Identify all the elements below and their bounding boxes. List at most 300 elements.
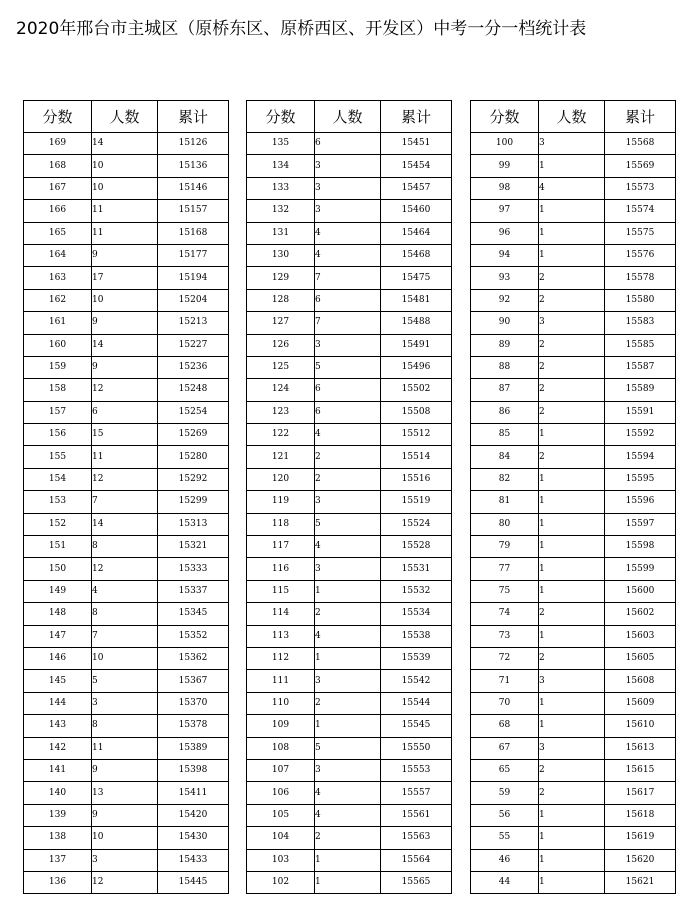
table-row — [247, 737, 452, 759]
score-cell: 149 — [24, 580, 92, 602]
count-cell: 6 — [92, 401, 158, 423]
table-row — [247, 580, 452, 602]
count-cell: 1 — [539, 871, 605, 893]
count-cell: 10 — [92, 289, 158, 311]
count-cell: 2 — [539, 267, 605, 289]
cumulative-cell: 15621 — [605, 871, 676, 893]
table-row — [471, 871, 676, 893]
table-row — [471, 200, 676, 222]
score-cell: 75 — [471, 580, 539, 602]
count-cell: 2 — [539, 782, 605, 804]
score-cell: 160 — [24, 334, 92, 356]
header-score: 分数 — [247, 101, 315, 133]
cumulative-cell: 15481 — [381, 289, 452, 311]
score-cell: 122 — [247, 424, 315, 446]
count-cell: 12 — [92, 468, 158, 490]
cumulative-cell: 15550 — [381, 737, 452, 759]
count-cell: 6 — [315, 401, 381, 423]
count-cell: 2 — [315, 468, 381, 490]
score-cell: 158 — [24, 379, 92, 401]
count-cell: 3 — [315, 759, 381, 781]
table-row — [24, 849, 229, 871]
count-cell: 9 — [92, 804, 158, 826]
table-row — [471, 424, 676, 446]
count-cell: 2 — [315, 827, 381, 849]
count-cell: 14 — [92, 133, 158, 155]
table-row — [24, 200, 229, 222]
cumulative-cell: 15565 — [381, 871, 452, 893]
score-cell: 151 — [24, 536, 92, 558]
score-cell: 87 — [471, 379, 539, 401]
cumulative-cell: 15460 — [381, 200, 452, 222]
count-cell: 4 — [92, 580, 158, 602]
table-row — [471, 401, 676, 423]
cumulative-cell: 15585 — [605, 334, 676, 356]
cumulative-cell: 15468 — [381, 244, 452, 266]
score-table-3 — [470, 100, 676, 894]
count-cell: 2 — [539, 647, 605, 669]
count-cell: 3 — [315, 155, 381, 177]
table-row — [471, 849, 676, 871]
table-row — [471, 468, 676, 490]
cumulative-cell: 15213 — [158, 312, 229, 334]
score-cell: 65 — [471, 759, 539, 781]
count-cell: 3 — [92, 692, 158, 714]
count-cell: 11 — [92, 222, 158, 244]
score-cell: 163 — [24, 267, 92, 289]
header-count: 人数 — [315, 101, 381, 133]
page-title: 2020年邢台市主城区（原桥东区、原桥西区、开发区）中考一分一档统计表 — [16, 19, 587, 39]
count-cell: 13 — [92, 782, 158, 804]
table-row — [24, 536, 229, 558]
cumulative-cell: 15573 — [605, 177, 676, 199]
count-cell: 3 — [539, 737, 605, 759]
cumulative-cell: 15488 — [381, 312, 452, 334]
table-row — [24, 759, 229, 781]
cumulative-cell: 15620 — [605, 849, 676, 871]
cumulative-cell: 15398 — [158, 759, 229, 781]
cumulative-cell: 15568 — [605, 133, 676, 155]
header-score: 分数 — [24, 101, 92, 133]
cumulative-cell: 15464 — [381, 222, 452, 244]
cumulative-cell: 15599 — [605, 558, 676, 580]
score-cell: 80 — [471, 513, 539, 535]
table-row — [24, 155, 229, 177]
count-cell: 14 — [92, 334, 158, 356]
count-cell: 8 — [92, 536, 158, 558]
table-header-row — [24, 101, 229, 133]
cumulative-cell: 15370 — [158, 692, 229, 714]
table-row — [471, 312, 676, 334]
count-cell: 2 — [315, 446, 381, 468]
score-cell: 139 — [24, 804, 92, 826]
score-cell: 120 — [247, 468, 315, 490]
table-row — [247, 849, 452, 871]
count-cell: 1 — [539, 558, 605, 580]
table-row — [247, 625, 452, 647]
score-cell: 130 — [247, 244, 315, 266]
table-row — [24, 379, 229, 401]
table-row — [471, 155, 676, 177]
table-row — [247, 692, 452, 714]
table-row — [247, 804, 452, 826]
cumulative-cell: 15451 — [381, 133, 452, 155]
count-cell: 9 — [92, 759, 158, 781]
cumulative-cell: 15516 — [381, 468, 452, 490]
score-cell: 157 — [24, 401, 92, 423]
score-cell: 132 — [247, 200, 315, 222]
cumulative-cell: 15299 — [158, 491, 229, 513]
count-cell: 10 — [92, 155, 158, 177]
count-cell: 10 — [92, 647, 158, 669]
cumulative-cell: 15337 — [158, 580, 229, 602]
count-cell: 1 — [539, 155, 605, 177]
score-cell: 119 — [247, 491, 315, 513]
count-cell: 14 — [92, 513, 158, 535]
cumulative-cell: 15177 — [158, 244, 229, 266]
header-count: 人数 — [539, 101, 605, 133]
count-cell: 1 — [539, 827, 605, 849]
count-cell: 4 — [315, 424, 381, 446]
table-row — [247, 715, 452, 737]
score-cell: 125 — [247, 356, 315, 378]
table-row — [247, 155, 452, 177]
cumulative-cell: 15609 — [605, 692, 676, 714]
cumulative-cell: 15454 — [381, 155, 452, 177]
table-row — [247, 446, 452, 468]
score-cell: 131 — [247, 222, 315, 244]
cumulative-cell: 15389 — [158, 737, 229, 759]
table-row — [247, 513, 452, 535]
score-cell: 72 — [471, 647, 539, 669]
count-cell: 3 — [539, 133, 605, 155]
count-cell: 1 — [539, 536, 605, 558]
cumulative-cell: 15378 — [158, 715, 229, 737]
count-cell: 8 — [92, 603, 158, 625]
cumulative-cell: 15491 — [381, 334, 452, 356]
table-row — [247, 759, 452, 781]
cumulative-cell: 15595 — [605, 468, 676, 490]
table-row — [24, 133, 229, 155]
table-row — [471, 670, 676, 692]
cumulative-cell: 15313 — [158, 513, 229, 535]
cumulative-cell: 15545 — [381, 715, 452, 737]
table-row — [471, 782, 676, 804]
table-row — [24, 804, 229, 826]
score-cell: 169 — [24, 133, 92, 155]
cumulative-cell: 15352 — [158, 625, 229, 647]
cumulative-cell: 15610 — [605, 715, 676, 737]
table-row — [247, 401, 452, 423]
table-row — [24, 580, 229, 602]
table-row — [247, 827, 452, 849]
table-row — [471, 177, 676, 199]
count-cell: 6 — [315, 289, 381, 311]
cumulative-cell: 15514 — [381, 446, 452, 468]
count-cell: 1 — [315, 647, 381, 669]
score-cell: 70 — [471, 692, 539, 714]
cumulative-cell: 15531 — [381, 558, 452, 580]
cumulative-cell: 15561 — [381, 804, 452, 826]
table-row — [247, 379, 452, 401]
table-row — [247, 782, 452, 804]
cumulative-cell: 15367 — [158, 670, 229, 692]
cumulative-cell: 15508 — [381, 401, 452, 423]
cumulative-cell: 15564 — [381, 849, 452, 871]
score-cell: 142 — [24, 737, 92, 759]
count-cell: 1 — [315, 871, 381, 893]
table-row — [24, 289, 229, 311]
score-cell: 96 — [471, 222, 539, 244]
table-row — [247, 312, 452, 334]
table-row — [471, 603, 676, 625]
table-row — [247, 670, 452, 692]
table-row — [24, 491, 229, 513]
count-cell: 1 — [539, 513, 605, 535]
count-cell: 5 — [315, 356, 381, 378]
cumulative-cell: 15496 — [381, 356, 452, 378]
score-cell: 154 — [24, 468, 92, 490]
table-row — [24, 244, 229, 266]
score-cell: 112 — [247, 647, 315, 669]
table-row — [24, 513, 229, 535]
score-cell: 107 — [247, 759, 315, 781]
score-cell: 67 — [471, 737, 539, 759]
header-score: 分数 — [471, 101, 539, 133]
table-row — [471, 267, 676, 289]
cumulative-cell: 15538 — [381, 625, 452, 647]
table-row — [471, 446, 676, 468]
score-cell: 113 — [247, 625, 315, 647]
cumulative-cell: 15591 — [605, 401, 676, 423]
count-cell: 3 — [315, 670, 381, 692]
cumulative-cell: 15600 — [605, 580, 676, 602]
count-cell: 8 — [92, 715, 158, 737]
cumulative-cell: 15602 — [605, 603, 676, 625]
header-cumulative: 累计 — [381, 101, 452, 133]
count-cell: 5 — [315, 513, 381, 535]
count-cell: 2 — [315, 603, 381, 625]
table-row — [247, 334, 452, 356]
cumulative-cell: 15512 — [381, 424, 452, 446]
score-cell: 92 — [471, 289, 539, 311]
score-cell: 73 — [471, 625, 539, 647]
table-row — [247, 133, 452, 155]
cumulative-cell: 15598 — [605, 536, 676, 558]
cumulative-cell: 15578 — [605, 267, 676, 289]
cumulative-cell: 15576 — [605, 244, 676, 266]
table-row — [247, 222, 452, 244]
cumulative-cell: 15528 — [381, 536, 452, 558]
count-cell: 2 — [539, 289, 605, 311]
score-cell: 103 — [247, 849, 315, 871]
score-cell: 79 — [471, 536, 539, 558]
score-cell: 147 — [24, 625, 92, 647]
count-cell: 12 — [92, 558, 158, 580]
score-cell: 118 — [247, 513, 315, 535]
table-row — [24, 558, 229, 580]
cumulative-cell: 15574 — [605, 200, 676, 222]
score-cell: 84 — [471, 446, 539, 468]
table-row — [247, 356, 452, 378]
score-cell: 86 — [471, 401, 539, 423]
cumulative-cell: 15236 — [158, 356, 229, 378]
count-cell: 1 — [539, 200, 605, 222]
score-cell: 110 — [247, 692, 315, 714]
score-cell: 98 — [471, 177, 539, 199]
count-cell: 4 — [315, 222, 381, 244]
table-row — [247, 536, 452, 558]
score-cell: 162 — [24, 289, 92, 311]
table-row — [247, 177, 452, 199]
count-cell: 4 — [315, 244, 381, 266]
table-row — [24, 312, 229, 334]
cumulative-cell: 15227 — [158, 334, 229, 356]
score-cell: 135 — [247, 133, 315, 155]
cumulative-cell: 15575 — [605, 222, 676, 244]
header-cumulative: 累计 — [605, 101, 676, 133]
table-row — [471, 133, 676, 155]
count-cell: 1 — [315, 849, 381, 871]
cumulative-cell: 15126 — [158, 133, 229, 155]
count-cell: 3 — [315, 200, 381, 222]
count-cell: 3 — [315, 558, 381, 580]
count-cell: 6 — [315, 379, 381, 401]
score-cell: 144 — [24, 692, 92, 714]
score-cell: 117 — [247, 536, 315, 558]
count-cell: 5 — [92, 670, 158, 692]
count-cell: 1 — [315, 580, 381, 602]
table-row — [471, 804, 676, 826]
cumulative-cell: 15345 — [158, 603, 229, 625]
table-row — [471, 625, 676, 647]
table-row — [24, 871, 229, 893]
score-cell: 115 — [247, 580, 315, 602]
score-cell: 44 — [471, 871, 539, 893]
table-row — [24, 468, 229, 490]
cumulative-cell: 15157 — [158, 200, 229, 222]
score-cell: 145 — [24, 670, 92, 692]
table-row — [471, 759, 676, 781]
score-cell: 143 — [24, 715, 92, 737]
cumulative-cell: 15333 — [158, 558, 229, 580]
table-row — [471, 513, 676, 535]
table-row — [471, 737, 676, 759]
count-cell: 3 — [315, 334, 381, 356]
score-cell: 134 — [247, 155, 315, 177]
cumulative-cell: 15542 — [381, 670, 452, 692]
count-cell: 3 — [539, 312, 605, 334]
score-cell: 121 — [247, 446, 315, 468]
table-row — [247, 267, 452, 289]
table-row — [24, 827, 229, 849]
cumulative-cell: 15605 — [605, 647, 676, 669]
score-cell: 156 — [24, 424, 92, 446]
count-cell: 9 — [92, 356, 158, 378]
cumulative-cell: 15420 — [158, 804, 229, 826]
count-cell: 10 — [92, 177, 158, 199]
cumulative-cell: 15433 — [158, 849, 229, 871]
table-row — [247, 558, 452, 580]
score-cell: 164 — [24, 244, 92, 266]
count-cell: 2 — [539, 334, 605, 356]
score-cell: 153 — [24, 491, 92, 513]
score-cell: 56 — [471, 804, 539, 826]
cumulative-cell: 15583 — [605, 312, 676, 334]
table-row — [247, 603, 452, 625]
cumulative-cell: 15615 — [605, 759, 676, 781]
score-cell: 161 — [24, 312, 92, 334]
count-cell: 4 — [315, 782, 381, 804]
cumulative-cell: 15475 — [381, 267, 452, 289]
score-cell: 99 — [471, 155, 539, 177]
cumulative-cell: 15613 — [605, 737, 676, 759]
table-row — [471, 536, 676, 558]
score-cell: 150 — [24, 558, 92, 580]
score-cell: 141 — [24, 759, 92, 781]
count-cell: 1 — [539, 580, 605, 602]
table-row — [471, 580, 676, 602]
table-row — [24, 670, 229, 692]
score-cell: 89 — [471, 334, 539, 356]
score-cell: 116 — [247, 558, 315, 580]
table-row — [247, 200, 452, 222]
table-row — [24, 401, 229, 423]
count-cell: 6 — [315, 133, 381, 155]
table-row — [471, 222, 676, 244]
table-row — [471, 379, 676, 401]
count-cell: 4 — [315, 804, 381, 826]
score-cell: 108 — [247, 737, 315, 759]
cumulative-cell: 15280 — [158, 446, 229, 468]
score-cell: 128 — [247, 289, 315, 311]
cumulative-cell: 15430 — [158, 827, 229, 849]
score-cell: 146 — [24, 647, 92, 669]
count-cell: 1 — [539, 468, 605, 490]
count-cell: 9 — [92, 312, 158, 334]
count-cell: 4 — [539, 177, 605, 199]
table-row — [24, 424, 229, 446]
table-row — [24, 334, 229, 356]
count-cell: 3 — [539, 670, 605, 692]
table-row — [471, 356, 676, 378]
table-row — [24, 446, 229, 468]
cumulative-cell: 15587 — [605, 356, 676, 378]
table-row — [24, 625, 229, 647]
cumulative-cell: 15524 — [381, 513, 452, 535]
table-row — [24, 267, 229, 289]
table-row — [24, 222, 229, 244]
score-cell: 133 — [247, 177, 315, 199]
cumulative-cell: 15592 — [605, 424, 676, 446]
table-row — [471, 715, 676, 737]
cumulative-cell: 15603 — [605, 625, 676, 647]
table-row — [471, 647, 676, 669]
count-cell: 7 — [92, 491, 158, 513]
score-cell: 90 — [471, 312, 539, 334]
score-cell: 167 — [24, 177, 92, 199]
count-cell: 7 — [92, 625, 158, 647]
count-cell: 4 — [315, 536, 381, 558]
score-cell: 93 — [471, 267, 539, 289]
score-cell: 81 — [471, 491, 539, 513]
count-cell: 2 — [315, 692, 381, 714]
count-cell: 3 — [315, 491, 381, 513]
count-cell: 2 — [539, 356, 605, 378]
cumulative-cell: 15557 — [381, 782, 452, 804]
count-cell: 1 — [539, 692, 605, 714]
table-row — [24, 356, 229, 378]
